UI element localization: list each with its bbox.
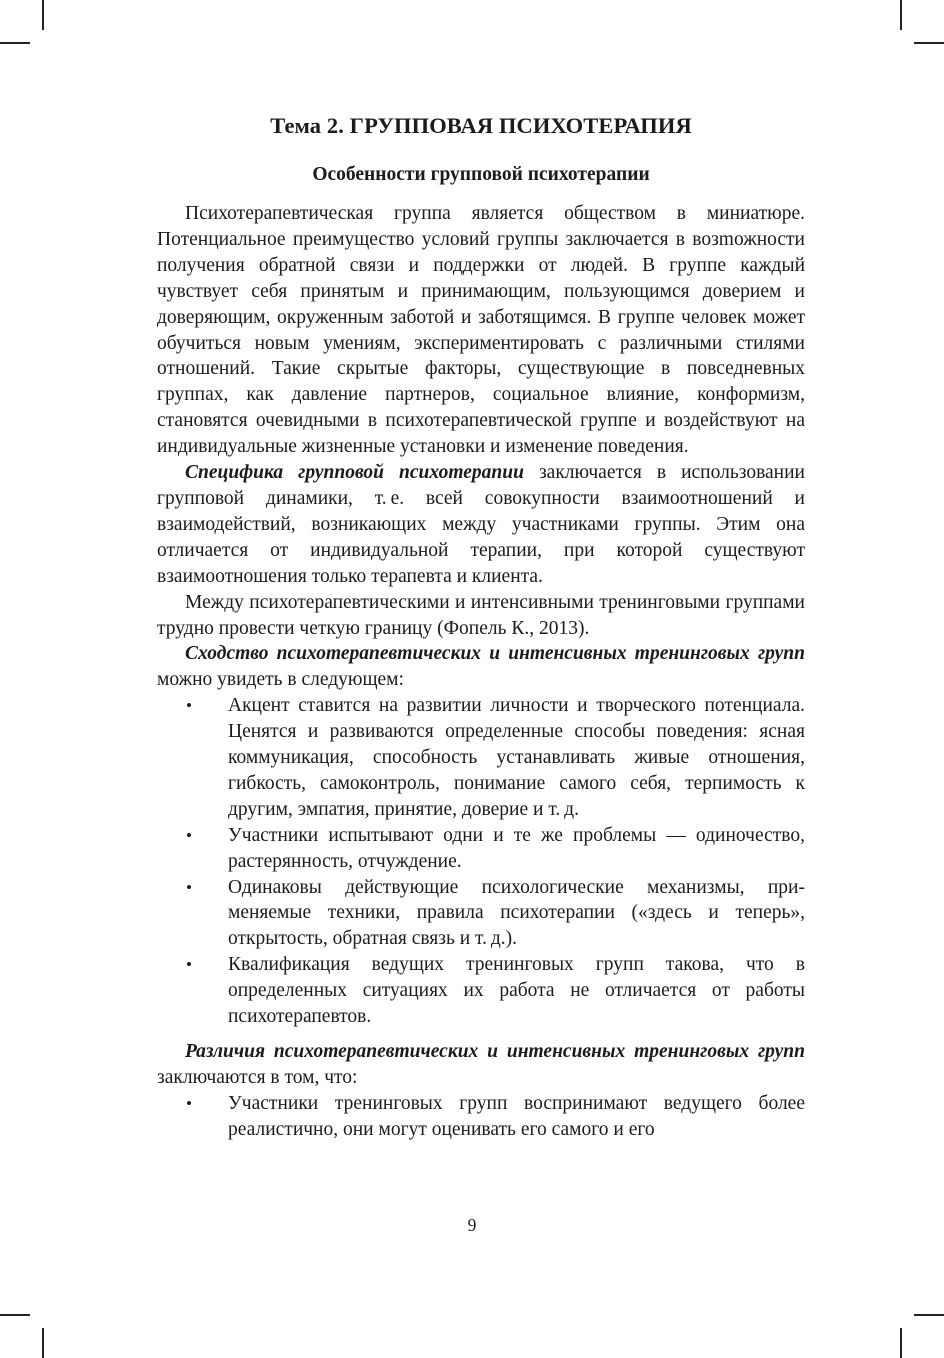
- paragraph-boundary: Между психотерапевтическими и интенсивными тренинговыми группами трудно провести четкую границу (Фопель К., 2013).: [157, 591, 805, 639]
- paragraph-similarities: [157, 641, 805, 693]
- page-number: 9: [467, 1215, 477, 1235]
- list-item-text: Участники тренинговых групп воспринимают ведущего более реалистично, они могут оценивать его самого и его: [228, 1092, 805, 1140]
- bullet-icon: •: [186, 1093, 192, 1113]
- crop-mark: [914, 42, 944, 44]
- crop-mark: [42, 1328, 44, 1358]
- paragraph-differences: [157, 1039, 805, 1091]
- page-content: [157, 112, 805, 1152]
- list-item: [157, 952, 805, 1030]
- paragraph-similarities-text: можно увидеть в следующем:: [157, 669, 404, 691]
- bullet-icon: •: [186, 825, 192, 845]
- crop-mark: [0, 42, 30, 44]
- bullet-icon: •: [186, 955, 192, 975]
- section-heading: Особенности групповой психотерапии: [312, 164, 650, 185]
- list-item-text: Одинаковы действующие психологические механизмы, применяемые техники, правила психотерапии («здесь и теперь», открытость, обратная связь и т. д.).: [228, 876, 805, 950]
- paragraph-differences-text: заключаются в том, что:: [157, 1066, 358, 1088]
- list-item-text: Квалификация ведущих тренинговых групп такова, что в определенных ситуациях их работа не отличается от работы психотерапевтов.: [228, 954, 805, 1028]
- crop-mark: [900, 0, 902, 30]
- crop-mark: [900, 1328, 902, 1358]
- list-item: [157, 875, 805, 953]
- chapter-heading: Тема 2. ГРУППОВАЯ ПСИХОТЕРАПИЯ: [270, 113, 692, 138]
- term-similarities: Сходство психотерапевтических и интенсивных тренинговых групп: [185, 643, 805, 665]
- term-differences: Различия психотерапевтических и интенсивных тренинговых групп: [185, 1041, 805, 1062]
- list-item: [157, 823, 805, 875]
- crop-mark: [0, 1314, 30, 1316]
- differences-list: [157, 1091, 805, 1143]
- crop-mark: [42, 0, 44, 30]
- paragraph-specifics-text: заключается в использовании групповой динамики, т. е. всей совокупности взаимоотношений и взаимодействий, возникающих между участниками группы. Этим она отличается от индивидуальной терапии, при которой существуют взаимоотношения только терапевта и клиента.: [157, 462, 805, 587]
- list-item: [157, 693, 805, 823]
- similarities-list: [157, 693, 805, 1030]
- list-item-text: Участники испытывают одни и те же проблемы — одиночество, растерянность, отчуждение.: [228, 824, 805, 872]
- list-item-text: Акцент ставится на развитии личности и творческого потенциала. Ценятся и развиваются определенные способы поведения: ясная коммуникация, способность устанавливать живые отношения, гибкость, самоконтроль, понимание самого себя, терпимость к другим, эмпатия, принятие, доверие и т. д.: [228, 695, 805, 820]
- bullet-icon: •: [186, 696, 192, 716]
- crop-mark: [914, 1314, 944, 1316]
- paragraph-intro: Психотерапевтическая группа является обществом в миниатюре. Потенциальное преимущество условий группы заключается в возmожности получения обратной связи и поддержки от людей. В группе каждый чувствует себя принятым и принимающим, пользующимся доверием и доверяющим, окруженным заботой и заботящимся. В группе человек может обучиться новым умениям, экспериментировать с различными стилями отношений. Такие скрытые факторы, существующие в повседневных группах, как давление партнеров, социальное влияние, конформизм, становятся очевидными в психотерапевтической группе и воздействуют на индивидуальные жизненные установки и изменение поведения.: [157, 203, 805, 458]
- bullet-icon: •: [186, 877, 192, 897]
- list-item: [157, 1091, 805, 1143]
- paragraph-specifics: [157, 460, 805, 590]
- term-specifics: Специфика групповой психотерапии: [185, 462, 524, 484]
